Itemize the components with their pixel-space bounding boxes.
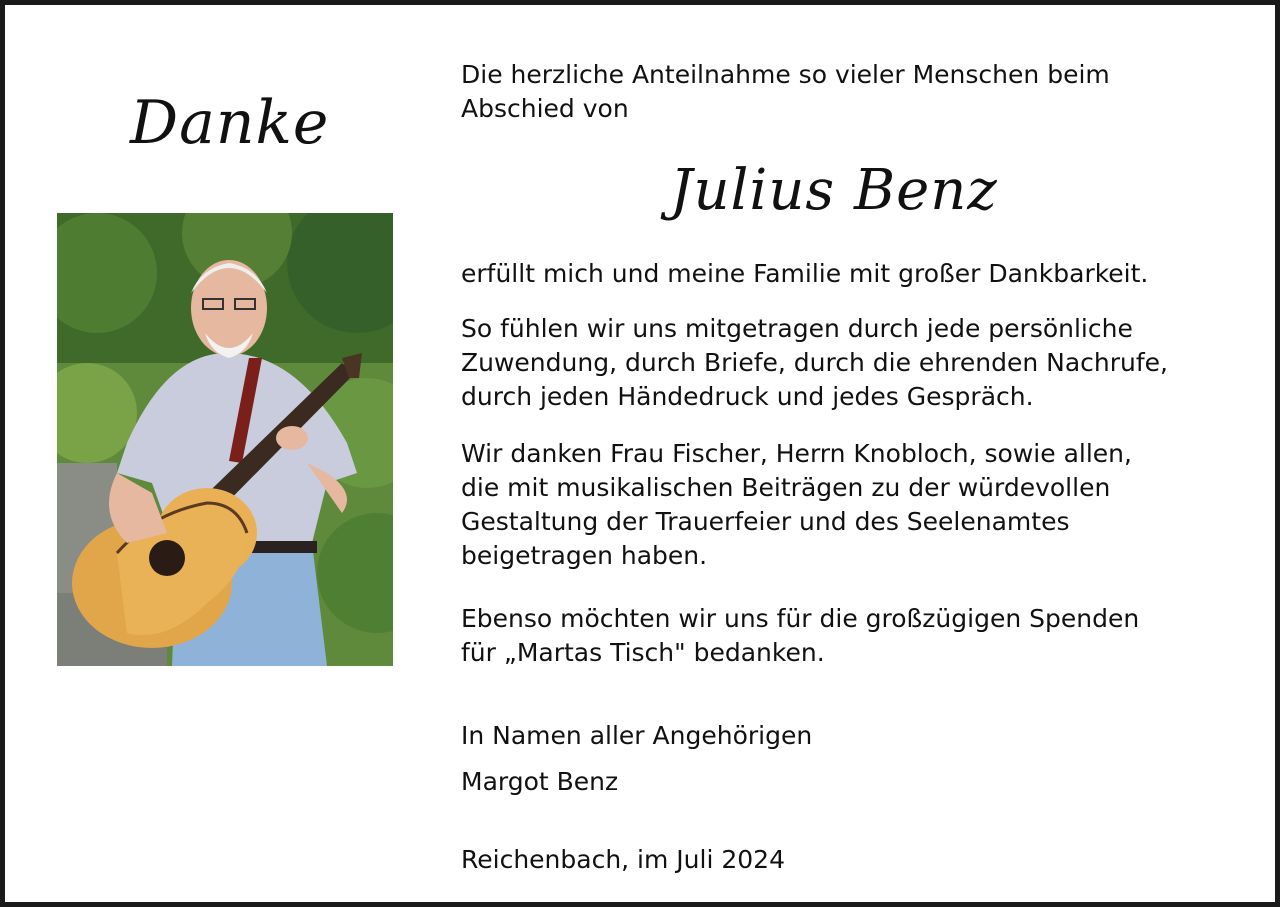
- portrait-photo-illustration: [57, 213, 393, 666]
- danke-heading: Danke: [130, 88, 330, 158]
- paragraph-donations: Ebenso möchten wir uns für die großzügigen Spenden für „Martas Tisch" bedanken.: [461, 604, 1140, 667]
- signature-name: Margot Benz: [461, 767, 619, 796]
- intro-text: Die herzliche Anteilnahme so vieler Menschen beim Abschied von: [461, 60, 1110, 123]
- deceased-name: Julius Benz: [670, 158, 998, 223]
- signature-line-1: In Namen aller Angehörigen: [461, 721, 813, 750]
- paragraph-thanks-musicians: Wir danken Frau Fischer, Herrn Knobloch, sowie allen, die mit musikalischen Beiträgen zu der würdevollen Gestaltung der Trauerfeier und des Seelenamtes beigetragen haben.: [461, 439, 1132, 570]
- place-date: Reichenbach, im Juli 2024: [461, 845, 785, 874]
- paragraph-gratitude: erfüllt mich und meine Familie mit großer Dankbarkeit.: [461, 259, 1149, 288]
- portrait-photo: [57, 213, 393, 666]
- paragraph-support: So fühlen wir uns mitgetragen durch jede persönliche Zuwendung, durch Briefe, durch die ehrenden Nachrufe, durch jeden Händedruck und jedes Gespräch.: [461, 314, 1168, 411]
